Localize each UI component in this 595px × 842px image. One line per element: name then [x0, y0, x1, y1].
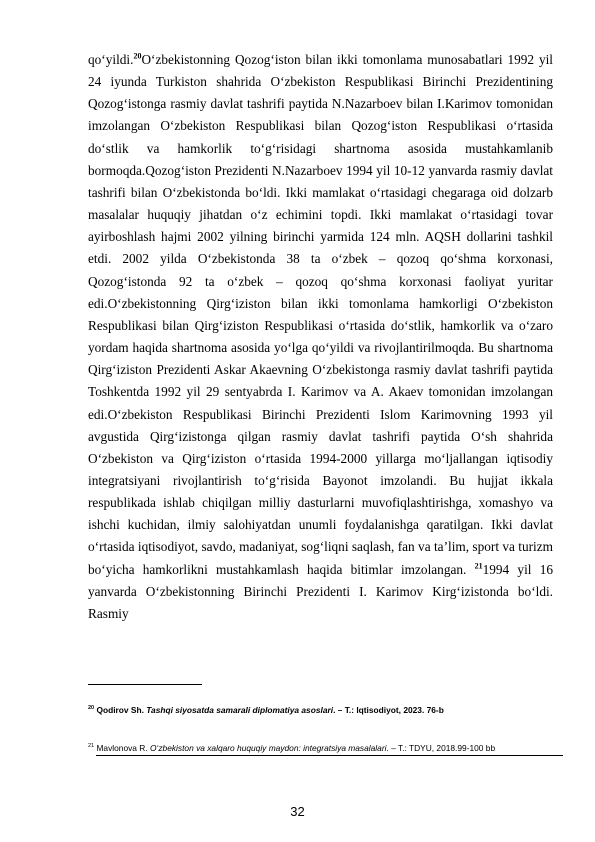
body-text-segment-1: qo‘yildi. [88, 52, 134, 67]
footnote-21 [88, 743, 495, 754]
footnote-title: O‘zbekiston va xalqaro huquqiy maydon: integratsiya masalalari [149, 743, 387, 753]
footnote-publication: . – T.: TDYU, 2018.99-100 bb [386, 743, 496, 753]
footnote-ref-20[interactable]: 20 [133, 51, 142, 61]
footnote-20 [88, 705, 444, 716]
footnote-title: Tashqi siyosatda samarali diplomatiya asoslari [146, 705, 334, 715]
body-text-segment-2: O‘zbekistonning Qozog‘iston bilan ikki tomonlama munosabatlari 1992 yil 24 iyunda Turkiston shahrida O‘zbekiston Respublikasi Birinchi Prezidentining Qozog‘istonga rasmiy davlat tashrifi paytida N.Nazarboev bilan I.Karimov tomonidan imzolangan O‘zbekiston Respublikasi bilan Qozog‘iston Respublikasi o‘rtasida do‘stlik va hamkorlik to‘g‘risidagi shartnoma asosida mustahkamlanib bormoqda.Qozog‘iston Prezidenti N.Nazarboev 1994 yil 10-12 yanvarda rasmiy davlat tashrifi bilan O‘zbekistonda bo‘ldi. Ikki mamlakat o‘rtasidagi chegaraga oid dolzarb masalalar huquqiy jihatdan o‘z echimini topdi. Ikki mamlakat o‘rtasidagi tovar ayirboshlash hajmi 2002 yilning birinchi yarmida 124 mln. AQSH dollarini tashkil etdi. 2002 yilda O‘zbekistonda 38 ta o‘zbek – qozoq qo‘shma korxonasi, Qozog‘istonda 92 ta o‘zbek – qozoq qo‘shma korxonasi faoliyat yuritar edi.O‘zbekistonning Qirg‘iziston bilan ikki tomonlama hamkorligi O‘zbekiston Respublikasi bilan Qirg‘iziston Respublikasi o‘rtasida do‘stlik, hamkorlik va o‘zaro yordam haqida shartnoma asosida yo‘lga qo‘yildi va rivojlantirilmoqda. Bu shartnoma Qirg‘iziston Prezidenti Askar Akaevning O‘zbekistonga rasmiy davlat tashrifi paytida Toshkentda 1992 yil 29 sentyabrda I. Karimov va A. Akaev tomonidan imzolangan edi.O‘zbekiston Respublikasi Birinchi Prezidenti Islom Karimovning 1993 yil avgustida Qirg‘izistonga qilgan rasmiy davlat tashrifi paytida O‘sh shahrida O‘zbekiston va Qirg‘iziston o‘rtasida 1994-2000 yillarga mo‘ljallangan iqtisodiy integratsiyani rivojlantirish to‘g‘risida Bayonot imzolandi. Bu hujjat ikkala respublikada ishlab chiqilgan milliy dasturlarni muvofiqlashtirishga, xomashyo va ishchi kuchidan, ilmiy salohiyatdan unumli foydalanishga qaratilgan. Ikki davlat o‘rtasida iqtisodiyot, savdo, madaniyat, sog‘liqni saqlash, fan va ta’lim, sport va turizm bo‘yicha hamkorlikni mustahkamlash haqida bitimlar imzolangan. [88, 52, 553, 577]
footnote-number: 21 [88, 743, 95, 750]
footnote-author: Qodirov Sh. [96, 705, 144, 715]
body-text-segment-3: 1994 yil 16 yanvarda O‘zbekistonning Birinchi Prezidenti I. Karimov Kirg‘izistonda bo‘ldi. Rasmiy [88, 561, 554, 621]
footnote-publication: . – T.: Iqtisodiyot, 2023. 76-b [333, 705, 444, 715]
page-number: 32 [290, 804, 305, 819]
footnote-number: 20 [88, 705, 95, 712]
footnote-ref-21[interactable]: 21 [474, 561, 483, 571]
footnote-underline [96, 755, 563, 756]
body-paragraph [88, 49, 553, 625]
footnote-author: Mavlonova R. [96, 743, 148, 753]
footnote-separator [88, 684, 202, 685]
